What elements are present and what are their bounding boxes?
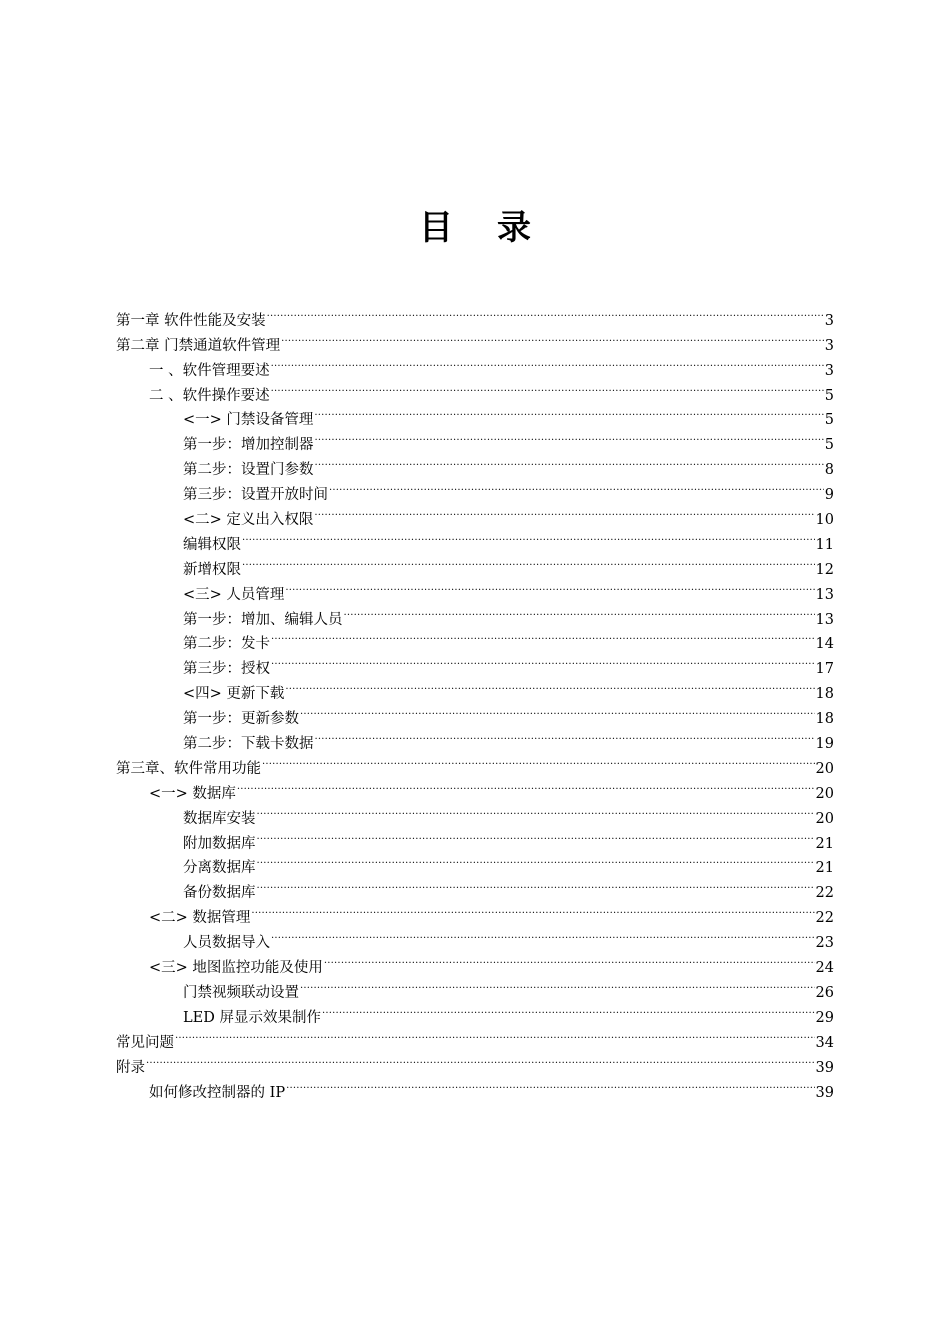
toc-entry-page: 34 — [815, 1034, 834, 1051]
toc-dot-leader — [315, 723, 815, 748]
toc-dot-leader — [285, 574, 814, 599]
toc-entry-label: 第一章 软件性能及安装 — [116, 312, 266, 329]
toc-entry-label: <三> 人员管理 — [183, 586, 285, 603]
toc-dot-leader — [300, 972, 815, 997]
toc-entry-page: 5 — [824, 437, 834, 454]
toc-entry-label: 第二章 门禁通道软件管理 — [116, 337, 281, 354]
toc-entry-page: 8 — [824, 462, 834, 479]
toc-dot-leader — [281, 325, 824, 350]
toc-entry-label: 二 、软件操作要述 — [149, 387, 270, 404]
toc-entry-page: 39 — [815, 1084, 834, 1101]
toc-entry-label: 第三步：授权 — [183, 661, 270, 678]
toc-entry-label: 分离数据库 — [183, 860, 256, 877]
toc-dot-leader — [315, 424, 824, 449]
toc-entry-page: 14 — [815, 636, 834, 653]
toc-dot-leader — [271, 350, 824, 375]
toc-dot-leader — [262, 748, 815, 773]
toc-entry-label: 新增权限 — [183, 561, 241, 578]
toc-dot-leader — [271, 624, 815, 649]
toc-dot-leader — [271, 648, 815, 673]
toc-entry-label: 第三章、软件常用功能 — [116, 760, 261, 777]
toc-entry-page: 21 — [815, 835, 834, 852]
toc-dot-leader — [329, 474, 824, 499]
table-of-contents — [116, 300, 834, 1101]
toc-dot-leader — [257, 798, 815, 823]
toc-entry-page: 19 — [815, 736, 834, 753]
toc-entry-label: 第一步：更新参数 — [183, 711, 299, 728]
toc-entry-page: 13 — [815, 611, 834, 628]
toc-dot-leader — [251, 897, 814, 922]
toc-entry-label: 附录 — [116, 1059, 145, 1076]
toc-entry-label: 第二步：下载卡数据 — [183, 736, 314, 753]
toc-entry[interactable] — [116, 1022, 834, 1051]
toc-entry-page: 20 — [815, 785, 834, 802]
toc-dot-leader — [324, 947, 815, 972]
toc-entry-label: 第一步：增加控制器 — [183, 437, 314, 454]
toc-dot-leader — [286, 1072, 814, 1097]
toc-entry-label: <一> 数据库 — [149, 785, 236, 802]
toc-entry-page: 39 — [815, 1059, 834, 1076]
toc-entry-label: 人员数据导入 — [183, 935, 270, 952]
toc-dot-leader — [314, 499, 814, 524]
toc-entry-page: 22 — [815, 885, 834, 902]
toc-entry-page: 21 — [815, 860, 834, 877]
toc-dot-leader — [257, 848, 815, 873]
toc-dot-leader — [257, 872, 815, 897]
toc-entry-page: 5 — [824, 387, 834, 404]
toc-title-left: 目 — [419, 208, 453, 248]
toc-dot-leader — [315, 449, 824, 474]
toc-dot-leader — [267, 300, 824, 325]
toc-dot-leader — [175, 1022, 815, 1047]
toc-entry-page: 3 — [824, 337, 834, 354]
toc-entry-label: 第一步：增加、编辑人员 — [183, 611, 343, 628]
toc-dot-leader — [344, 599, 815, 624]
toc-entry-label: 如何修改控制器的 IP — [149, 1084, 286, 1101]
toc-dot-leader — [300, 698, 815, 723]
toc-title-right: 录 — [497, 208, 531, 248]
toc-entry-label: <二> 定义出入权限 — [183, 512, 314, 529]
toc-entry-page: 29 — [815, 1009, 834, 1026]
toc-entry-label: 一 、软件管理要述 — [149, 362, 270, 379]
toc-dot-leader — [237, 773, 815, 798]
toc-dot-leader — [242, 524, 815, 549]
toc-dot-leader — [146, 1047, 815, 1072]
toc-entry-page: 22 — [815, 910, 834, 927]
toc-entry-page: 9 — [824, 487, 834, 504]
toc-dot-leader — [257, 823, 815, 848]
toc-entry[interactable] — [116, 1047, 834, 1076]
toc-entry[interactable] — [116, 300, 834, 329]
toc-entry-page: 23 — [815, 935, 834, 952]
toc-entry-page: 13 — [815, 586, 834, 603]
toc-entry-page: 18 — [815, 686, 834, 703]
toc-dot-leader — [314, 400, 823, 425]
toc-entry-page: 3 — [824, 312, 834, 329]
toc-dot-leader — [285, 673, 814, 698]
toc-entry[interactable] — [116, 1072, 834, 1101]
toc-entry-page: 17 — [815, 661, 834, 678]
toc-entry-label: <一> 门禁设备管理 — [183, 412, 314, 429]
toc-entry-page: 11 — [815, 536, 834, 553]
toc-entry-label: <三> 地图监控功能及使用 — [149, 960, 323, 977]
toc-entry-page: 26 — [815, 984, 834, 1001]
toc-entry-label: <四> 更新下载 — [183, 686, 285, 703]
toc-entry-label: 第二步：设置门参数 — [183, 462, 314, 479]
toc-entry-page: 18 — [815, 711, 834, 728]
toc-entry-label: 数据库安装 — [183, 810, 256, 827]
toc-entry-page: 24 — [815, 960, 834, 977]
toc-entry-page: 5 — [824, 412, 834, 429]
toc-dot-leader — [242, 549, 815, 574]
toc-entry-label: LED 屏显示效果制作 — [183, 1009, 321, 1026]
toc-entry-label: 编辑权限 — [183, 536, 241, 553]
toc-entry-label: <二> 数据管理 — [149, 910, 251, 927]
toc-entry-page: 20 — [815, 810, 834, 827]
toc-dot-leader — [271, 922, 815, 947]
toc-entry-page: 20 — [815, 760, 834, 777]
toc-dot-leader — [322, 997, 815, 1022]
toc-entry-page: 10 — [815, 512, 834, 529]
toc-entry-label: 第三步：设置开放时间 — [183, 487, 328, 504]
toc-entry-label: 常见问题 — [116, 1034, 174, 1051]
toc-entry-page: 12 — [815, 561, 834, 578]
toc-dot-leader — [271, 375, 824, 400]
toc-title — [0, 200, 950, 249]
toc-entry-label: 备份数据库 — [183, 885, 256, 902]
toc-entry-label: 门禁视频联动设置 — [183, 984, 299, 1001]
toc-entry-page: 3 — [824, 362, 834, 379]
toc-entry-label: 附加数据库 — [183, 835, 256, 852]
toc-entry-label: 第二步：发卡 — [183, 636, 270, 653]
